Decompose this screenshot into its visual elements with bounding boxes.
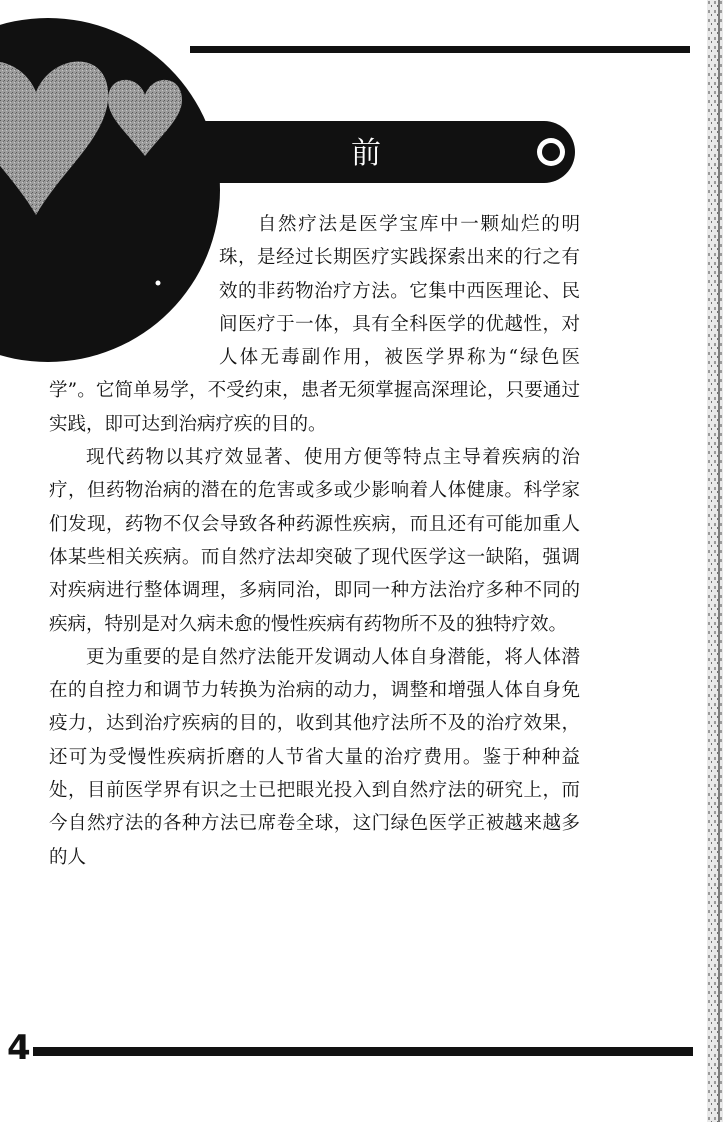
bottom-rule (33, 1047, 693, 1056)
decoration-spacer (49, 208, 219, 352)
paragraph-2: 现代药物以其疗效显著、使用方便等特点主导着疾病的治疗，但药物治病的潜在的危害或多或少影响着人体健康。科学家们发现，药物不仅会导致各种药源性疾病，而且还有可能加重人体某些相关疾病。而自然疗法却突破了现代医学这一缺陷，强调对疾病进行整体调理，多病同治，即同一种方法治疗多种不同的疾病，特别是对久病未愈的慢性疾病有药物所不及的独特疗效。 (49, 447, 580, 635)
page-number: 4 (7, 1028, 31, 1068)
top-rule (190, 46, 690, 53)
page-edge-shadow (701, 0, 723, 1122)
chapter-title: 前 言 (351, 136, 399, 217)
paragraph-1-text: 自然疗法是医学宝库中一颗灿烂的明珠，是经过长期医疗实践探索出来的行之有效的非药物治疗方法。它集中西医理论、民间医疗于一体，具有全科医学的优越性，对人体无毒副作用，被医学界称为“绿色医学”。它简单易学，不受约束，患者无须掌握高深理论，只要通过实践，即可达到治病疗疾的目的。 (49, 214, 580, 435)
body-text (49, 208, 580, 874)
paragraph-3: 更为重要的是自然疗法能开发调动人体自身潜能，将人体潜在的自控力和调节力转换为治病的动力，调整和增强人体自身免疫力，达到治疗疾病的目的，收到其他疗法所不及的治疗效果，还可为受慢性疾病折磨的人节省大量的治疗费用。鉴于种种益处，目前医学界有识之士已把眼光投入到自然疗法的研究上，而今自然疗法的各种方法已席卷全球，这门绿色医学正被越来越多的人 (49, 646, 580, 868)
